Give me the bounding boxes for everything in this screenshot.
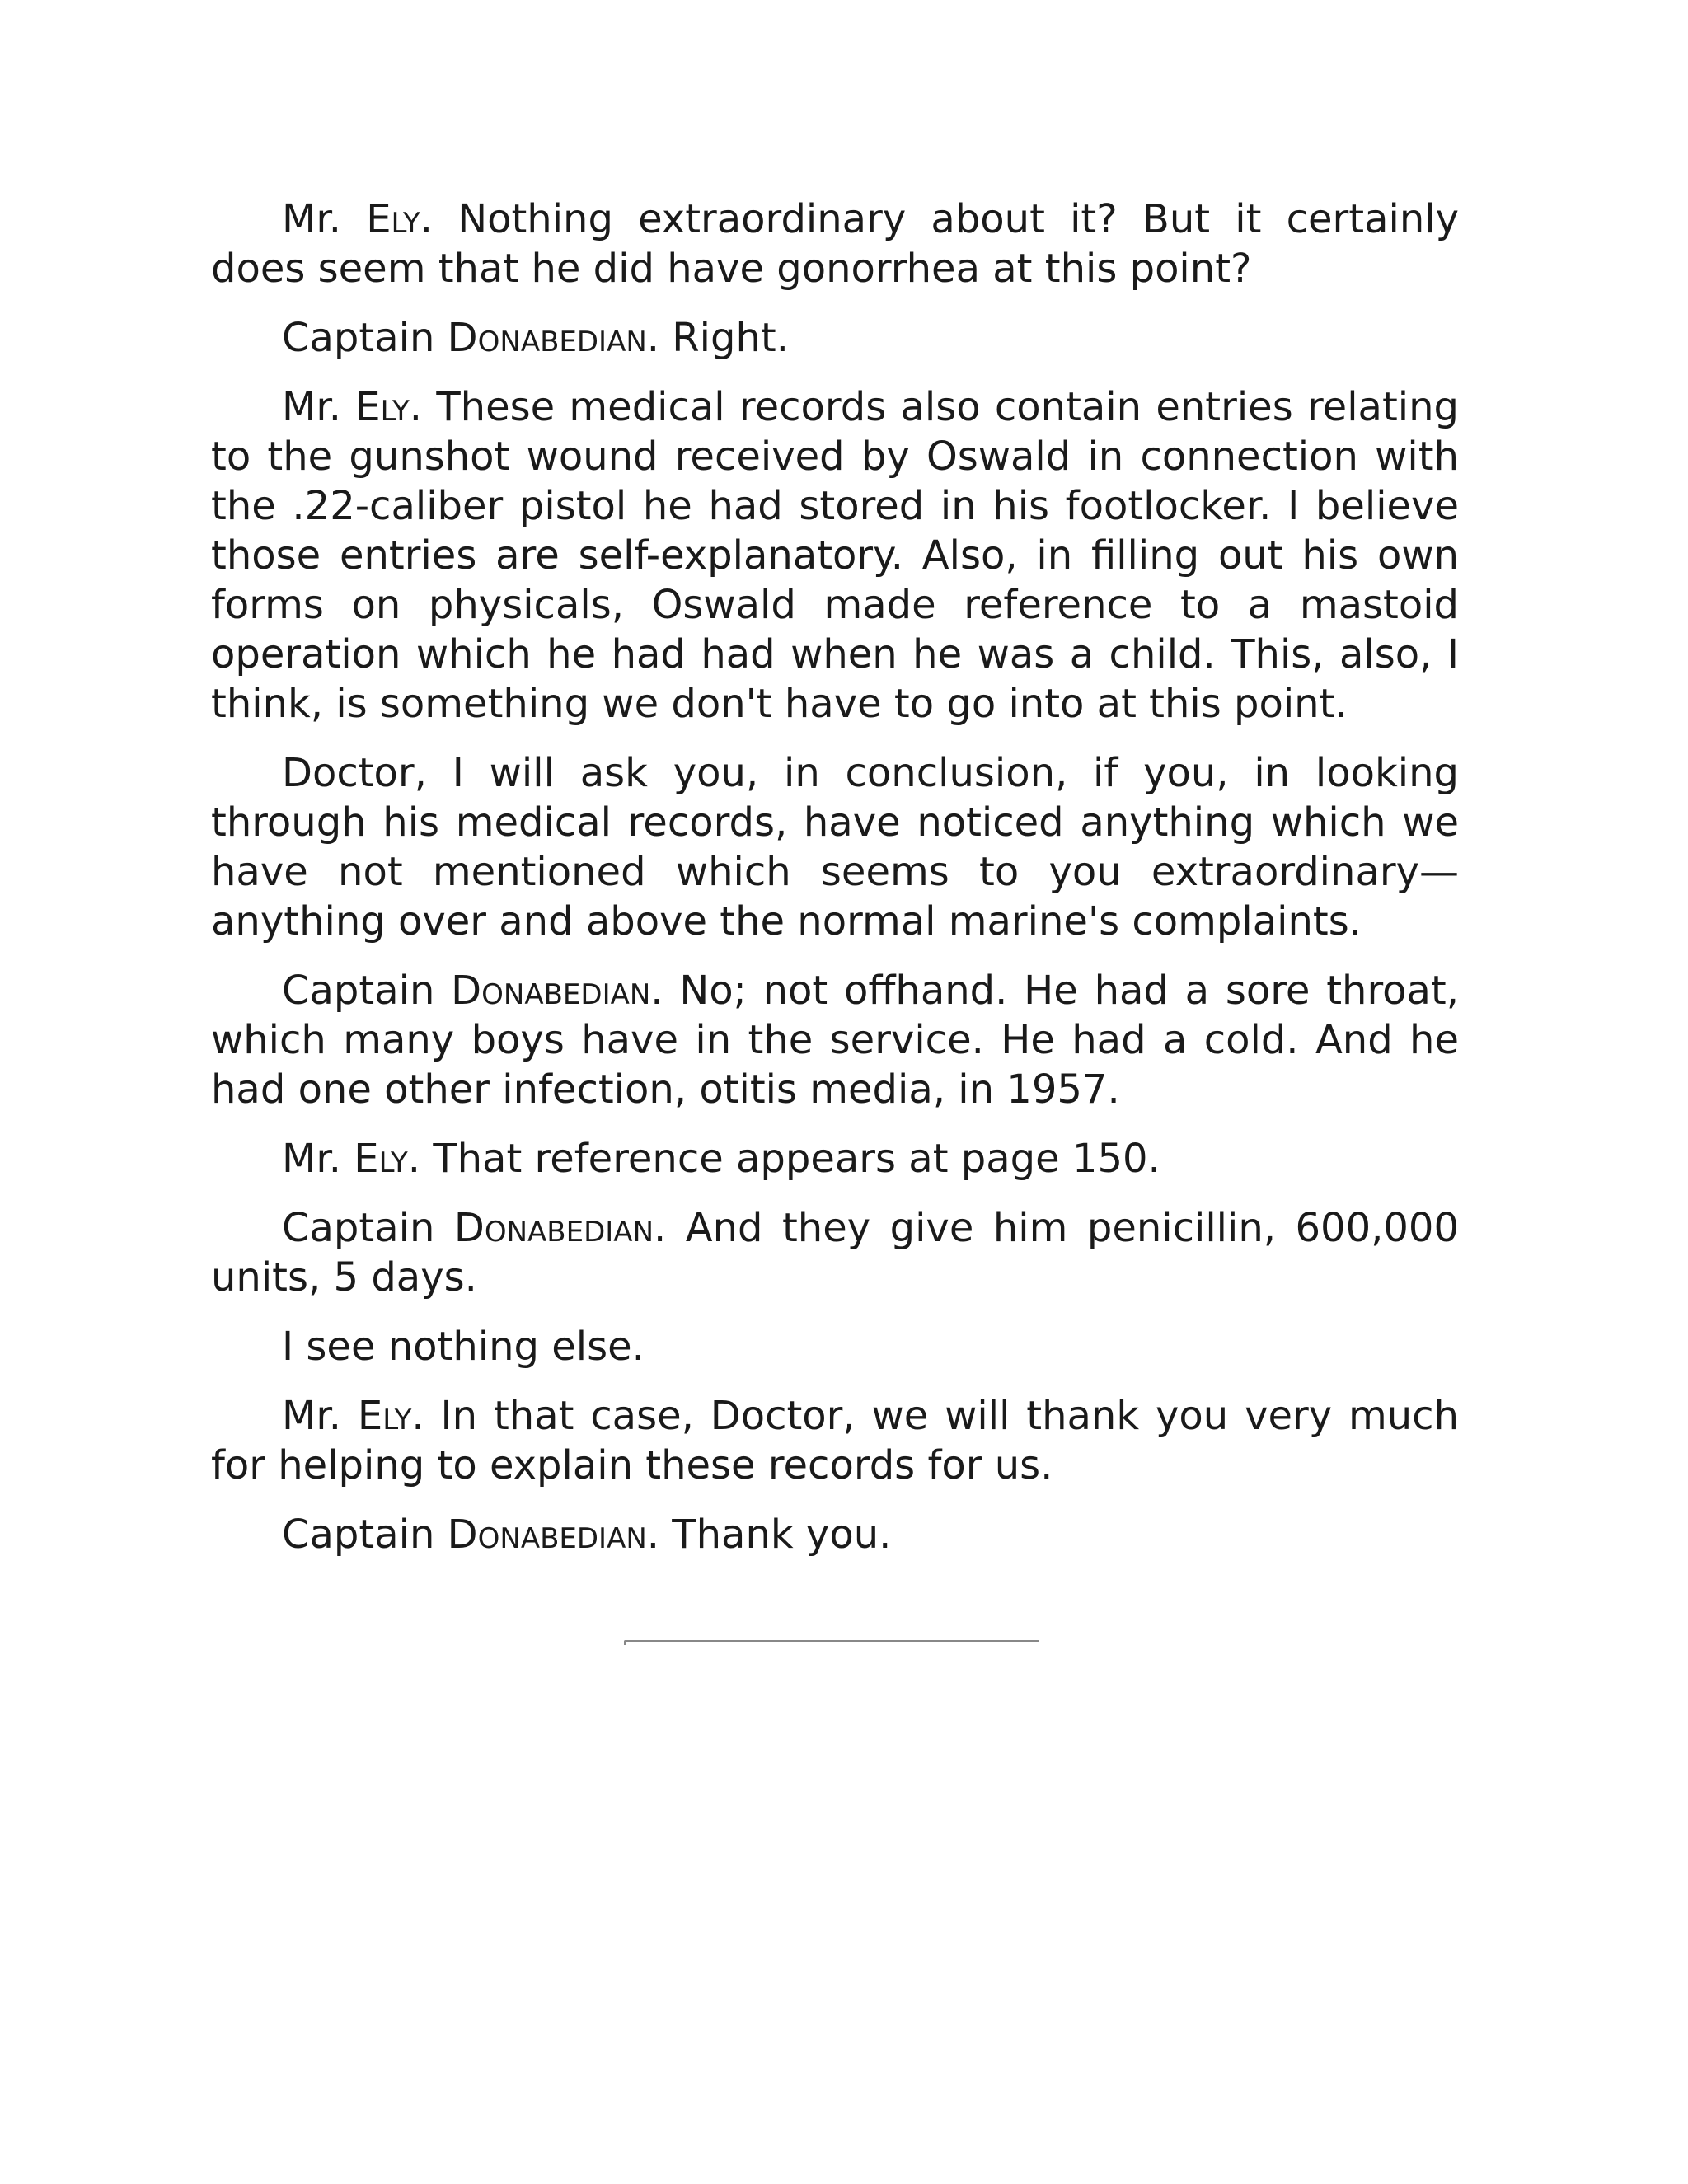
speaker-title: Captain [282,315,435,361]
testimony-text: Right. [672,315,789,361]
transcript-page [211,194,1459,1579]
speaker-name: Donabedian [451,968,651,1014]
speaker-name: Donabedian [447,1511,647,1558]
testimony-paragraph: Mr. Ely. That reference appears at page 150. [282,1136,1160,1182]
speaker-title: Captain [282,1205,435,1251]
speaker-title: Captain [282,968,435,1014]
speaker-title: Mr. [282,1136,341,1182]
speaker-title: Mr. [282,384,341,430]
speaker-name: Ely [355,384,410,430]
testimony-paragraph [211,1322,1459,1371]
testimony-text: I see nothing else. [282,1324,645,1370]
testimony-paragraph: Captain Donabedian. Thank you. [282,1511,892,1558]
testimony-text: Doctor, I will ask you, in conclusion, if you, in looking through his medical records, have noticed anything which we have not mentioned which seems to you extraordinary—anything over and above the normal marine's complaints. [211,750,1459,944]
testimony-text: In that case, Doctor, we will thank you very much for helping to explain these records for us. [211,1393,1459,1488]
speaker-name: Donabedian [447,315,647,361]
speaker-name: Ely [366,196,420,242]
testimony-paragraph: Captain Donabedian. And they give him penicillin, 600,000 units, 5 days. [211,1205,1459,1301]
testimony-paragraph: Mr. Ely. In that case, Doctor, we will thank you very much for helping to explain these records for us. [211,1393,1459,1488]
speaker-title: Captain [282,1511,435,1558]
testimony-text: That reference appears at page 150. [433,1136,1160,1182]
testimony-text: And they give him penicillin, 600,000 units, 5 days. [211,1205,1459,1301]
speaker-title: Mr. [282,1393,341,1439]
testimony-text: No; not offhand. He had a sore throat, which many boys have in the service. He had a cold. And he had one other infection, otitis media, in 1957. [211,968,1459,1113]
speaker-name: Donabedian [453,1205,654,1251]
testimony-paragraph: Mr. Ely. Nothing extraordinary about it? But it certainly does seem that he did have gonorrhea at this point? [211,196,1460,292]
testimony-text: These medical records also contain entries relating to the gunshot wound received by Oswald in connection with the .22-caliber pistol he had stored in his footlocker. I believe those entries are self-explanatory. Also, in filling out his own forms on physicals, Oswald made reference to a mastoid operation which he had had when he was a child. This, also, I think, is something we don't have to go into at this point. [211,384,1459,727]
testimony-paragraph: Captain Donabedian. Right. [282,315,789,361]
testimony-paragraph: Mr. Ely. These medical records also contain entries relating to the gunshot wound received by Oswald in connection with the .22-caliber pistol he had stored in his footlocker. I believe those entries are self-explanatory. Also, in filling out his own forms on physicals, Oswald made reference to a mastoid operation which he had had when he was a child. This, also, I think, is something we don't have to go into at this point. [211,384,1459,727]
speaker-name: Ely [357,1393,412,1439]
testimony-paragraph [211,748,1459,946]
speaker-title: Mr. [282,196,341,242]
testimony-paragraph: Captain Donabedian. No; not offhand. He had a sore throat, which many boys have in the service. He had a cold. And he had one other infection, otitis media, in 1957. [211,968,1459,1113]
section-divider [624,1640,1039,1645]
testimony-text: Nothing extraordinary about it? But it certainly does seem that he did have gonorrhea at this point? [211,196,1460,292]
testimony-text: Thank you. [672,1511,892,1558]
speaker-name: Ely [354,1136,408,1182]
